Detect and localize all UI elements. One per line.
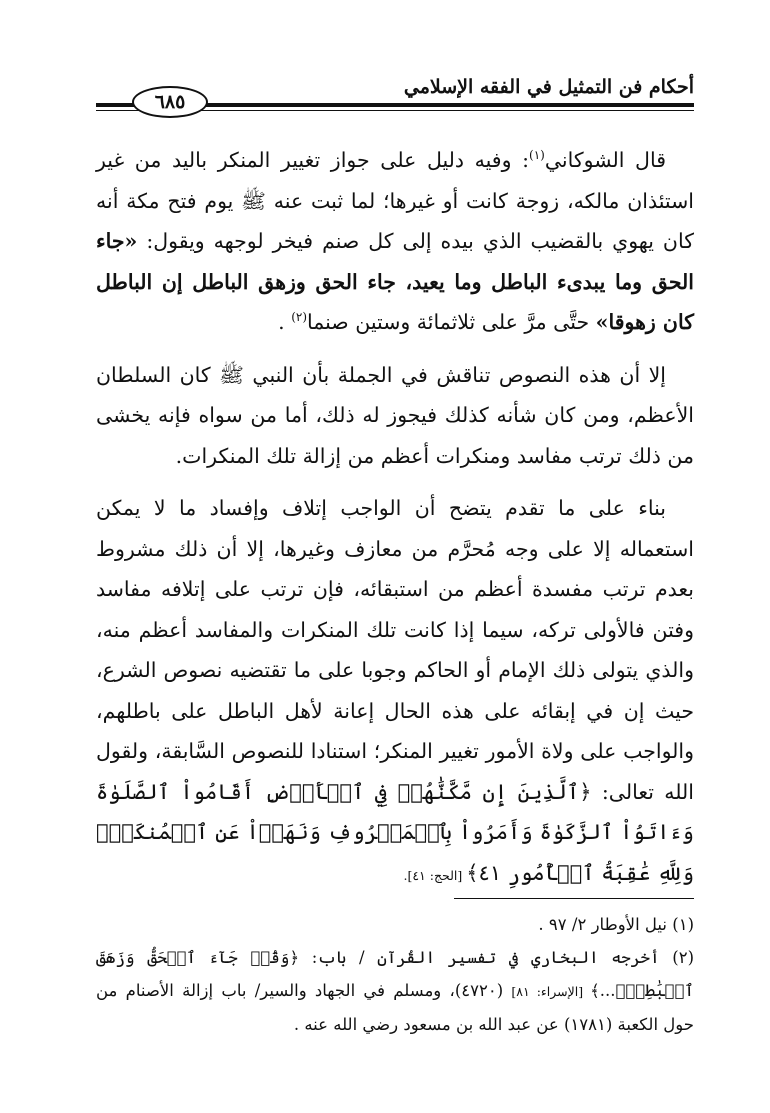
p1-text-b: : وفيه دليل على جواز تغيير المنكر باليد من غير استئذان مالكه، زوجة كانت أو غيرها؛ لما ثبت عنه ﷺ يوم فتح مكة أنه كان يهوي بالقضيب الذي بيده إلى كل صنم فيخر لوجهه ويقول: [96,148,694,253]
page-number-frame [132,86,208,118]
page-number: ٦٨٥ [154,91,186,113]
verse-reference: [الحج: ٤١]. [403,867,467,883]
footnote-1: (١) نيل الأوطار ٢/ ٩٧ . [538,915,694,934]
p1-text-a: قال الشوكاني [544,148,666,172]
footnote-2-text-a: (٢) أخرجه البخاري في تفسير القُرآن / باب: [299,948,694,967]
paragraph-2: إلا أن هذه النصوص تناقش في الجملة بأن النبي ﷺ كان السلطان الأعظم، ومن كان شأنه كذلك فيجوز له ذلك، أما من سواه فإنه يخشى من ذلك ترتب مفاسد ومنكرات أعظم من إزالة تلك المنكرات. [96,362,694,468]
hadith-quote: «جاء الحق وما يبدىء الباطل وما يعيد، جاء الحق وزهق الباطل إن الباطل كان زهوقا» [96,229,694,334]
main-text [96,140,694,908]
footnote-2 [96,941,694,1041]
quran-verse: ﴿ٱلَّذِينَ إِن مَّكَّنَّٰهُمۡ فِي ٱلۡأَرۡضِ أَقَامُواْ ٱلصَّلَوٰةَ وَءَاتَوُاْ ٱلزَّكَوٰةَ وَأَمَرُواْ بِٱلۡمَعۡرُوفِ وَنَهَوۡاْ عَنِ ٱلۡمُنكَرِۗ وَلِلَّهِ عَٰقِبَةُ ٱلۡأُمُورِ ٤١﴾ [96,779,694,885]
footnote-2-source: [الإسراء: ٨١] [511,984,591,999]
p1-text-d: . [278,310,292,334]
p3-text: بناء على ما تقدم يتضح أن الواجب إتلاف وإفساد ما لا يمكن استعماله إلا على وجه مُحرَّم من معازف وغيرها، إلا أن ذلك مشروط بعدم ترتب مفسدة أعظم من استبقائه، فإن ترتب على إتلافه مفاسد وفتن فالأولى تركه، سيما إذا كانت تلك المنكرات والمفاسد أعظم منه، والذي يتولى ذلك الإمام أو الحاكم وجوبا على ما تقتضيه نصوص الشرع، حيث إن في إبقائه على هذه الحال إعانة لأهل الباطل على باطلهم، والواجب على ولاة الأمور تغيير المنكر؛ استنادا للنصوص السَّابقة، ولقول الله تعالى: [96,496,694,804]
paragraph-3 [96,488,694,896]
running-title: أحكام فن التمثيل في الفقه الإسلامي [403,76,694,98]
footnote-separator [454,898,694,899]
footnotes [96,908,694,1041]
footnote-ref-2: (٢) [291,310,308,325]
footnote-ref-1: (١) [529,148,545,163]
paragraph-1 [96,140,694,343]
footnote-2-text-b: (٤٧٢٠)، ومسلم في الجهاد والسير/ باب إزالة الأصنام من حول الكعبة (١٧٨١) عن عبد الله بن مسعود رضي الله عنه . [96,981,694,1034]
page-header [96,70,694,120]
p1-text-c: حتَّى مرَّ على ثلاثمائة وستين صنما [307,310,596,334]
footnote-2-quran: ﴿وَقُلۡ جَآءَ ٱلۡحَقُّ وَزَهَقَ ٱلۡبَٰطِلُۚ...﴾ [96,948,695,1000]
